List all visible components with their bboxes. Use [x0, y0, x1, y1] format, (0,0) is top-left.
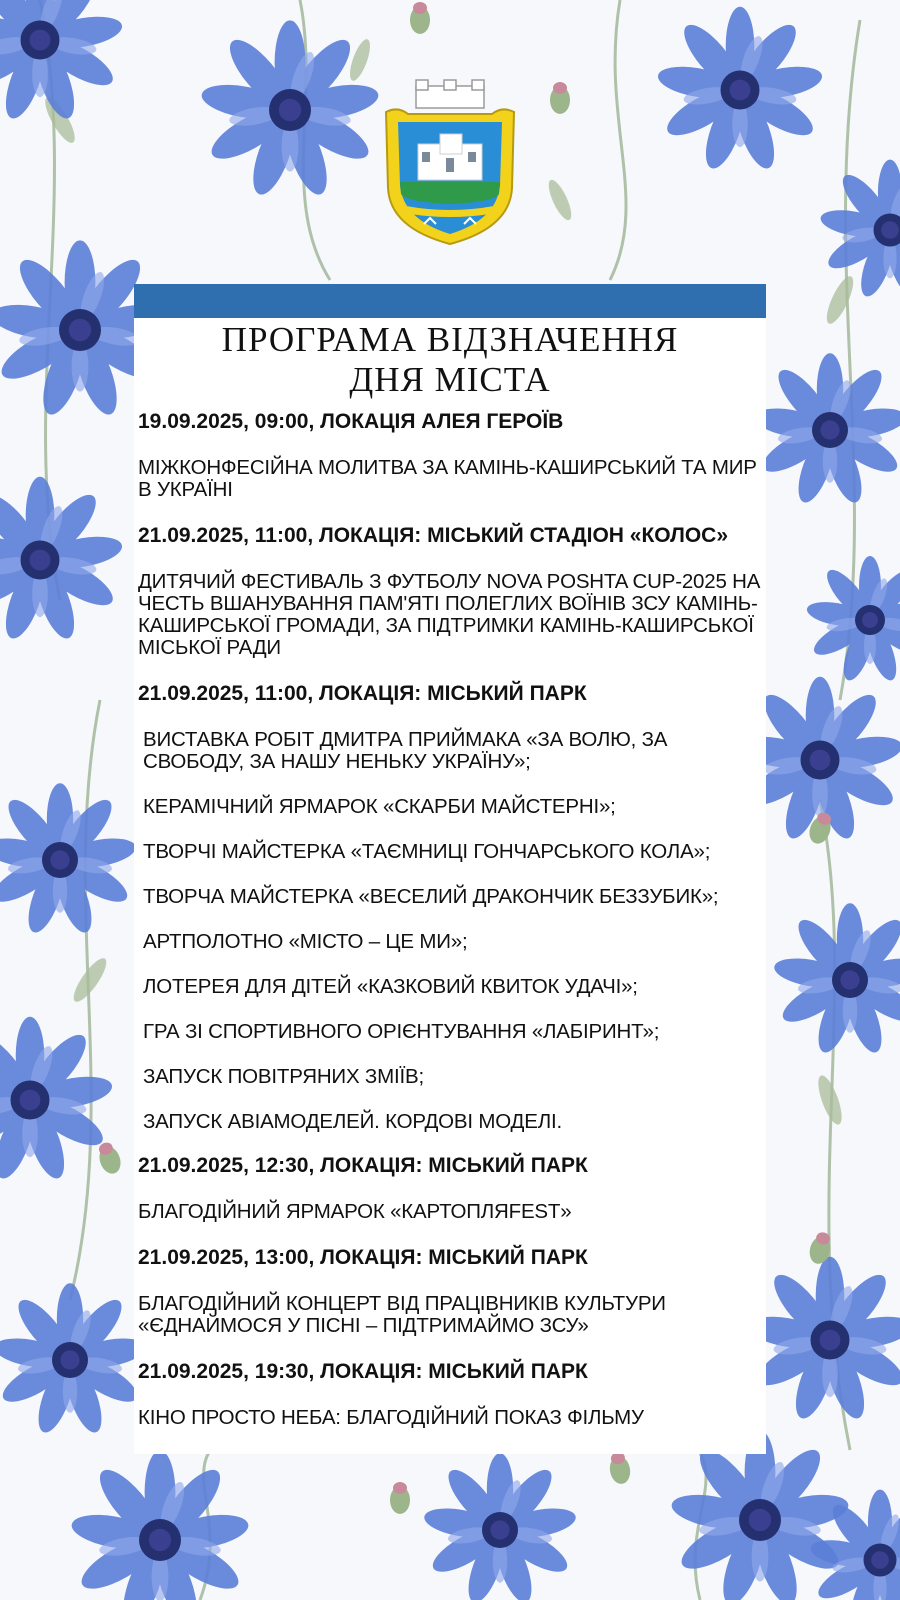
- event-item: АРТПОЛОТНО «МІСТО – ЦЕ МИ»;: [143, 930, 468, 953]
- event-description: МІЖКОНФЕСІЙНА МОЛИТВА ЗА КАМІНЬ-КАШИРСЬКИЙ ТА МИР В УКРАЇНІ: [138, 456, 757, 501]
- city-coat-of-arms-icon: [378, 78, 522, 248]
- program-panel: [134, 284, 766, 1454]
- event-description: ДИТЯЧИЙ ФЕСТИВАЛЬ З ФУТБОЛУ NOVA POSHTA CUP-2025 НА ЧЕСТЬ ВШАНУВАННЯ ПАМ'ЯТІ ПОЛЕГЛИХ ВОЇНІВ ЗСУ КАМІНЬ-КАШИРСЬКОЇ ГРОМАДИ, ЗА ПІДТРИМКИ КАМІНЬ-КАШИРСЬКОЇ МІСЬКОЇ РАДИ: [138, 570, 761, 659]
- event-item: КЕРАМІЧНИЙ ЯРМАРОК «СКАРБИ МАЙСТЕРНІ»;: [143, 795, 616, 818]
- title-line-2: ДНЯ МІСТА: [349, 360, 551, 399]
- event-item: ТВОРЧА МАЙСТЕРКА «ВЕСЕЛИЙ ДРАКОНЧИК БЕЗЗУБИК»;: [143, 885, 719, 908]
- event-item: ЛОТЕРЕЯ ДЛЯ ДІТЕЙ «КАЗКОВИЙ КВИТОК УДАЧІ»;: [143, 975, 638, 998]
- event-item: ТВОРЧІ МАЙСТЕРКА «ТАЄМНИЦІ ГОНЧАРСЬКОГО КОЛА»;: [143, 840, 711, 863]
- page-title: [134, 320, 766, 400]
- accent-bar: [134, 284, 766, 318]
- event-description: БЛАГОДІЙНИЙ КОНЦЕРТ ВІД ПРАЦІВНИКІВ КУЛЬТУРИ «ЄДНАЙМОСЯ У ПІСНІ – ПІДТРИМАЙМО ЗСУ»: [138, 1292, 666, 1337]
- event-list: [138, 410, 762, 1452]
- event-description: КІНО ПРОСТО НЕБА: БЛАГОДІЙНИЙ ПОКАЗ ФІЛЬМУ: [138, 1406, 644, 1429]
- event-header: 21.09.2025, 13:00, ЛОКАЦІЯ: МІСЬКИЙ ПАРК: [138, 1246, 588, 1269]
- event-item: ЗАПУСК ПОВІТРЯНИХ ЗМІЇВ;: [143, 1065, 424, 1088]
- event-header: 21.09.2025, 11:00, ЛОКАЦІЯ: МІСЬКИЙ СТАДІОН «КОЛОС»: [138, 524, 729, 547]
- event-item: ГРА ЗІ СПОРТИВНОГО ОРІЄНТУВАННЯ «ЛАБІРИНТ»;: [143, 1020, 660, 1043]
- title-line-1: ПРОГРАМА ВІДЗНАЧЕННЯ: [221, 320, 679, 359]
- event-header: 21.09.2025, 19:30, ЛОКАЦІЯ: МІСЬКИЙ ПАРК: [138, 1360, 588, 1383]
- event-description: БЛАГОДІЙНИЙ ЯРМАРОК «КАРТОПЛЯFEST»: [138, 1200, 572, 1223]
- event-item: ЗАПУСК АВІАМОДЕЛЕЙ. КОРДОВІ МОДЕЛІ.: [143, 1110, 562, 1133]
- event-item: ВИСТАВКА РОБІТ ДМИТРА ПРИЙМАКА «ЗА ВОЛЮ, ЗА СВОБОДУ, ЗА НАШУ НЕНЬКУ УКРАЇНУ»;: [143, 728, 668, 773]
- event-header: 19.09.2025, 09:00, ЛОКАЦІЯ АЛЕЯ ГЕРОЇВ: [138, 410, 564, 433]
- event-header: 21.09.2025, 11:00, ЛОКАЦІЯ: МІСЬКИЙ ПАРК: [138, 682, 587, 705]
- event-header: 21.09.2025, 12:30, ЛОКАЦІЯ: МІСЬКИЙ ПАРК: [138, 1154, 588, 1177]
